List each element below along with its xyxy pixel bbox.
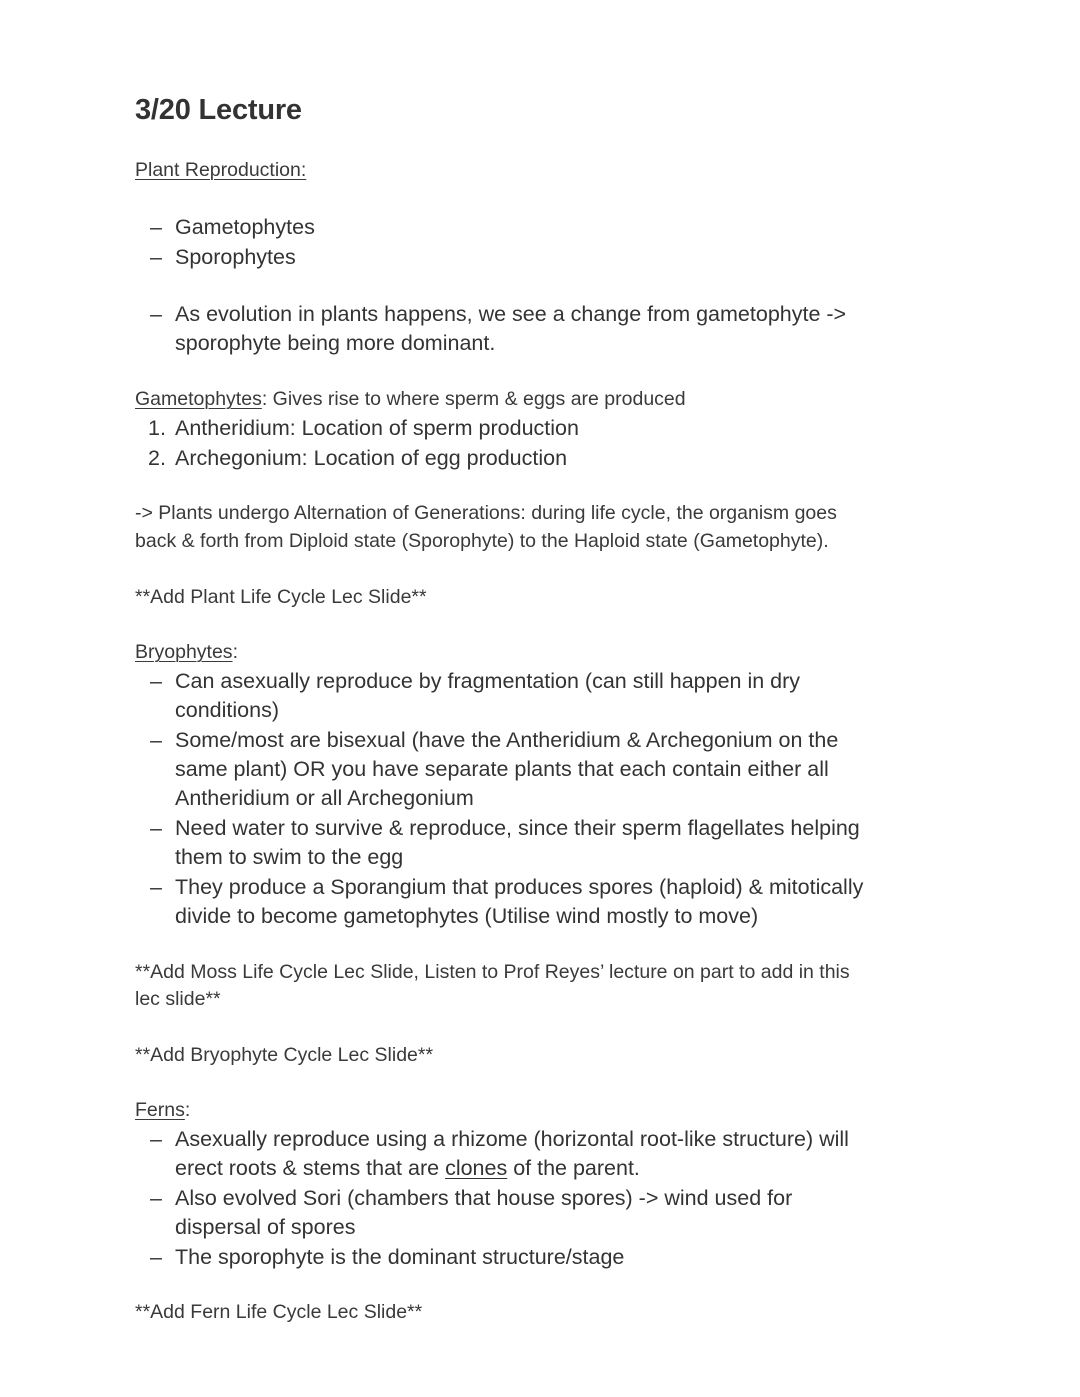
bullet-dash: – (150, 245, 162, 269)
bullet-dash: – (150, 669, 162, 693)
bryophytes-bullet-1-line-1: Can asexually reproduce by fragmentation (can still happen in dry (175, 669, 801, 693)
bryophytes-bullet-3-line-1: Need water to survive & reproduce, since their sperm flagellates helping (175, 816, 860, 840)
bullet-dash: – (150, 728, 162, 752)
section-heading-ferns (135, 1099, 190, 1122)
gametophytes-definition-text: : Gives rise to where sperm & eggs are produced (261, 388, 686, 410)
heading-colon: : (232, 641, 238, 663)
term-ferns: Ferns (135, 1099, 185, 1121)
list-number: 1. (148, 416, 166, 440)
bryophytes-bullet-2-line-3: Antheridium or all Archegonium (175, 786, 474, 810)
bryophytes-bullet-3-line-2: them to swim to the egg (175, 845, 404, 869)
list-item-antheridium: Antheridium: Location of sperm production (175, 416, 579, 440)
bryophytes-bullet-4-line-2: divide to become gametophytes (Utilise wind mostly to move) (175, 904, 759, 928)
evolution-line-2: sporophyte being more dominant. (175, 331, 496, 355)
note-moss-line-2: lec slide** (135, 988, 221, 1010)
gametophytes-definition (135, 388, 686, 411)
bryophytes-bullet-2-line-1: Some/most are bisexual (have the Antheridium & Archegonium on the (175, 728, 839, 752)
term-clones: clones (445, 1156, 508, 1180)
bryophytes-bullet-2-line-2: same plant) OR you have separate plants that each contain either all (175, 757, 829, 781)
ferns-bullet-2-line-1: Also evolved Sori (chambers that house spores) -> wind used for (175, 1186, 793, 1210)
note-plant-life-cycle: **Add Plant Life Cycle Lec Slide** (135, 586, 427, 608)
term-gametophytes: Gametophytes (135, 388, 262, 410)
list-item-sporophytes: Sporophytes (175, 245, 296, 269)
page-title: 3/20 Lecture (135, 94, 302, 126)
term-bryophytes: Bryophytes (135, 641, 233, 663)
bullet-dash: – (150, 1245, 162, 1269)
bullet-dash: – (150, 1127, 162, 1151)
ferns-bullet-1-line-2-post: of the parent. (507, 1156, 640, 1180)
note-moss-line-1: **Add Moss Life Cycle Lec Slide, Listen to Prof Reyes’ lecture on part to add in this (135, 961, 850, 983)
ferns-bullet-1-line-1: Asexually reproduce using a rhizome (horizontal root-like structure) will (175, 1127, 849, 1151)
ferns-bullet-3-line-1: The sporophyte is the dominant structure/stage (175, 1245, 625, 1269)
note-bryophyte-cycle: **Add Bryophyte Cycle Lec Slide** (135, 1044, 434, 1066)
bullet-dash: – (150, 215, 162, 239)
list-number: 2. (148, 446, 166, 470)
bullet-dash: – (150, 816, 162, 840)
ferns-bullet-2-line-2: dispersal of spores (175, 1215, 356, 1239)
note-fern-life-cycle: **Add Fern Life Cycle Lec Slide** (135, 1301, 423, 1323)
ferns-bullet-1-line-2 (175, 1156, 640, 1181)
alternation-line-1: -> Plants undergo Alternation of Generations: during life cycle, the organism goes (135, 502, 837, 524)
bullet-dash: – (150, 875, 162, 899)
list-item-archegonium: Archegonium: Location of egg production (175, 446, 568, 470)
bryophytes-bullet-4-line-1: They produce a Sporangium that produces spores (haploid) & mitotically (175, 875, 864, 899)
bullet-dash: – (150, 1186, 162, 1210)
ferns-bullet-1-line-2-pre: erect roots & stems that are (175, 1156, 446, 1180)
section-heading-bryophytes (135, 641, 238, 664)
bullet-dash: – (150, 302, 162, 326)
evolution-line-1: As evolution in plants happens, we see a change from gametophyte -> (175, 302, 847, 326)
heading-colon: : (184, 1099, 191, 1121)
list-item-gametophytes: Gametophytes (175, 215, 315, 239)
bryophytes-bullet-1-line-2: conditions) (175, 698, 279, 722)
section-heading-plant-reproduction: Plant Reproduction: (135, 159, 307, 181)
alternation-line-2: back & forth from Diploid state (Sporophyte) to the Haploid state (Gametophyte). (135, 530, 829, 552)
